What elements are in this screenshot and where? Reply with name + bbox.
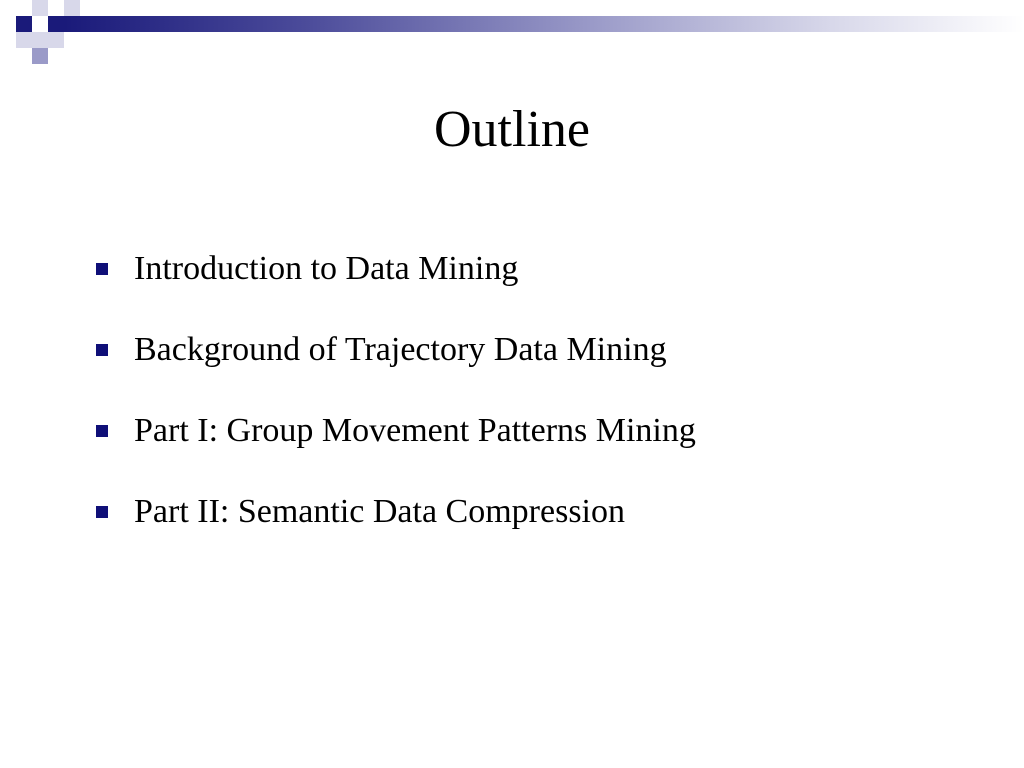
- bullet-text: Background of Trajectory Data Mining: [134, 330, 667, 368]
- slide-title: Outline: [434, 101, 590, 158]
- bullet-item: [96, 246, 696, 291]
- decoration-square: [48, 16, 64, 32]
- square-bullet-icon: [96, 263, 108, 275]
- bullet-item: [96, 489, 696, 534]
- bullet-item: [96, 327, 696, 372]
- bullet-item: [96, 408, 696, 453]
- decoration-square: [16, 16, 32, 32]
- decoration-square: [32, 48, 48, 64]
- decoration-square: [64, 0, 80, 16]
- decoration-square: [32, 0, 48, 16]
- decoration-square: [48, 32, 64, 48]
- bullet-list: [96, 246, 696, 570]
- corner-decoration: [0, 0, 80, 64]
- decoration-square: [32, 32, 48, 48]
- bullet-text: Part I: Group Movement Patterns Mining: [134, 411, 696, 449]
- square-bullet-icon: [96, 506, 108, 518]
- bullet-text: Introduction to Data Mining: [134, 249, 519, 287]
- square-bullet-icon: [96, 425, 108, 437]
- header-gradient-bar: [64, 16, 1024, 32]
- square-bullet-icon: [96, 344, 108, 356]
- bullet-text: Part II: Semantic Data Compression: [134, 492, 626, 530]
- decoration-square: [16, 32, 32, 48]
